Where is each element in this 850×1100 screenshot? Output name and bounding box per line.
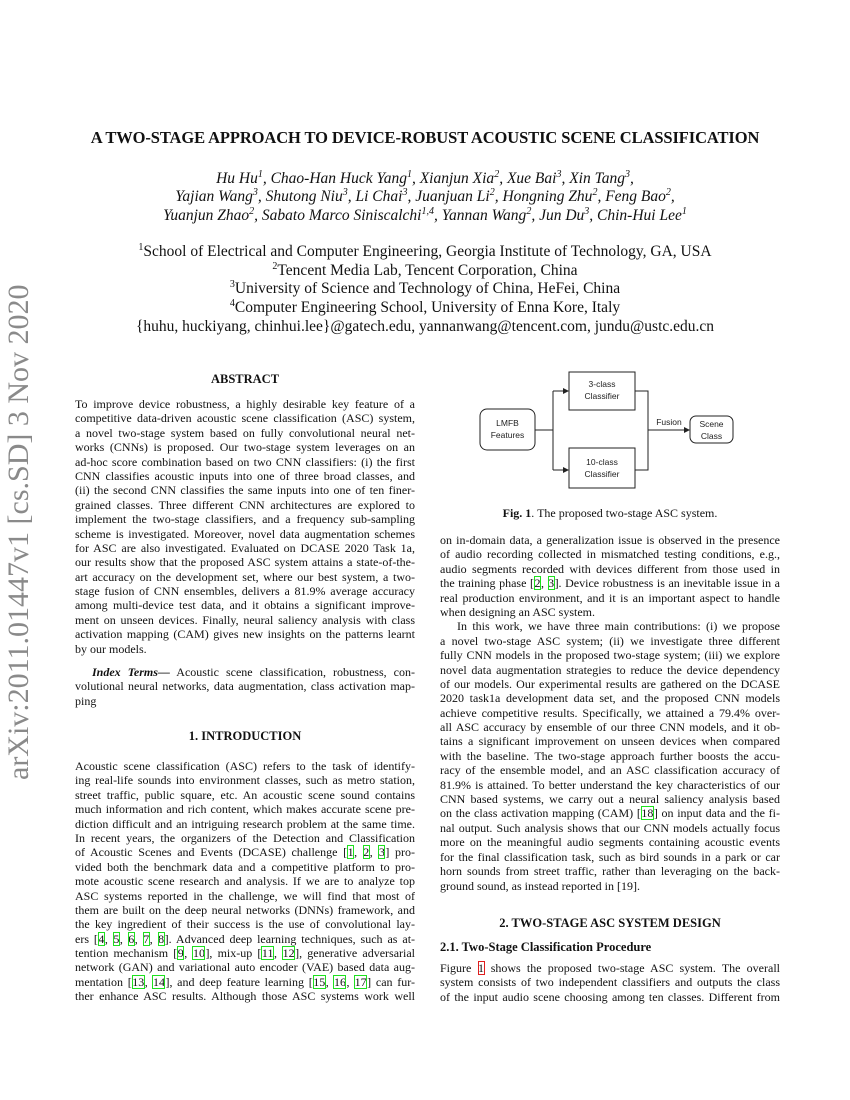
scene-class-box: [690, 416, 733, 443]
text-line: Figure 1 shows the proposed two-stage ASC system. The overall: [440, 961, 780, 975]
text-line: works (CNNs) is proposed. Our two-stage system leverages on an: [75, 440, 415, 455]
author-name: Yuanjun Zhao: [163, 206, 250, 224]
paper-title: A TWO-STAGE APPROACH TO DEVICE-ROBUST ACOUSTIC SCENE CLASSIFICATION: [90, 128, 760, 147]
text-line: novel data augmentation strategies to reduce the device dependency: [440, 662, 780, 677]
box-label: Classifier: [584, 391, 620, 401]
box-label: LMFB: [496, 418, 519, 428]
text-line: street traffic, public square, etc. An acoustic scene sound contains: [75, 787, 415, 802]
section-heading-system-design: 2. TWO-STAGE ASC SYSTEM DESIGN: [499, 916, 721, 930]
citation-link[interactable]: 15: [313, 974, 326, 989]
box-label: Classifier: [584, 469, 620, 479]
citation-link[interactable]: 5: [113, 931, 120, 946]
text-line: on in-domain data, a generalization issue is observed in the presence: [440, 533, 780, 547]
text-line: fully CNN models in the proposed two-stage system; (iii) we explore: [440, 648, 780, 663]
author-name: Li Chai: [355, 188, 403, 206]
author-name: Chao-Han Huck Yang: [270, 170, 407, 187]
affiliation-text: School of Electrical and Computer Engineering, Georgia Institute of Technology, GA, USA: [143, 243, 712, 260]
box-label: 3-class: [588, 379, 616, 389]
text-line: ground sound, as instead reported in [19].: [440, 879, 640, 893]
text-line: nal output. Such analysis shows that our CNN models actually focus: [440, 820, 780, 835]
affiliation-marker: 2: [526, 205, 532, 217]
affiliation-marker: 3: [342, 187, 348, 199]
text-line: competitive data-driven acoustic scene classification (ASC) system,: [75, 411, 415, 426]
text-line: for the final classification task, such as bird sounds in a park or car: [440, 849, 780, 864]
lmfb-features-box: [480, 409, 535, 450]
text-line: for ASC are also investigated. Evaluated on DCASE 2020 Task 1a,: [75, 540, 415, 555]
affiliation: [0, 243, 850, 262]
text-line: the key ingredient of their success is the use of convolutional lay-: [75, 917, 415, 932]
citation-link[interactable]: 8: [158, 931, 165, 946]
caption-label: Fig. 1: [502, 506, 532, 520]
introduction-body: [75, 759, 415, 1004]
affiliation-marker: 1,4: [421, 205, 434, 217]
affiliation-marker: 2: [494, 168, 500, 180]
author-name: Yajian Wang: [175, 188, 253, 206]
author-name: Xin Tang: [569, 170, 626, 187]
text-line: mote acoustic scene research and analysis. If we are to analyze top: [75, 874, 415, 889]
affiliation-marker: 2: [592, 187, 598, 199]
author-name: Xue Bai: [506, 170, 557, 187]
paragraph: [440, 533, 780, 619]
affiliation-text: Computer Engineering School, University of Enna Kore, Italy: [234, 299, 621, 317]
text-line: ad-hoc score combination based on two CNN classifiers: (i) the first: [75, 454, 415, 469]
affiliation-marker: 2: [489, 187, 495, 199]
text-line: of the input audio scene choosing among ten classes. Different from: [440, 989, 780, 1004]
text-line: among multi-device test data, and it obtains a significant improve-: [75, 598, 415, 613]
text-line: stage fusion of CNN ensembles, delivers a 81.9% average accuracy: [75, 584, 415, 599]
author-name: Hu Hu: [216, 170, 258, 187]
box-label: Scene: [699, 419, 724, 429]
text-line: 2020 task1a development data set, and the proposed CNN models: [440, 691, 780, 706]
text-line: ther enhance ASC results. Although those ASC systems work well: [75, 989, 415, 1004]
text-line: more on the meaningful audio segments containing acoustic events: [440, 835, 780, 850]
text-line: when designing an ASC system.: [440, 604, 595, 619]
affiliation-marker: 2: [665, 187, 671, 199]
text-line: In recent years, the organizers of the Detection and Classification: [75, 830, 415, 845]
affiliation: [0, 262, 850, 281]
abstract-body: [75, 397, 415, 656]
affiliation-marker: 3: [584, 205, 590, 217]
author-name: Shutong Niu: [265, 188, 343, 206]
affiliation-text: University of Science and Technology of China, HeFei, China: [234, 280, 621, 298]
three-class-classifier-box: [569, 372, 635, 410]
citation-link[interactable]: 2: [534, 576, 541, 591]
box-label: Features: [490, 430, 525, 440]
author-name: Yannan Wang: [441, 206, 527, 224]
text-line: audio segments recorded with devices different from those used in: [440, 561, 780, 576]
affiliation-number: 1: [138, 241, 144, 253]
abstract-heading: ABSTRACT: [210, 372, 280, 386]
citation-link[interactable]: 10: [192, 946, 205, 961]
affiliation-marker: 1: [406, 168, 412, 180]
text-line: the training phase [2, 3]. Device robustness is an inevitable issue in a: [440, 576, 780, 591]
citation-link[interactable]: 9: [177, 946, 184, 961]
text-line: of audio recording collected in mismatched testing conditions, e.g.,: [440, 547, 780, 562]
affiliation-number: 2: [272, 260, 278, 272]
ten-class-classifier-box: [569, 448, 635, 488]
text-line: tention mechanism [9, 10], mix-up [11, 12], generative adversarial: [75, 946, 416, 961]
affiliation-marker: 2: [249, 205, 255, 217]
box-label: Class: [700, 431, 723, 441]
affiliation-text: Tencent Media Lab, Tencent Corporation, China: [277, 261, 578, 279]
text-line: ment on unseen devices. Finally, neural saliency analysis with class: [75, 612, 415, 627]
author-line: Yuanjun Zhao$^2$, Sabato Marco Siniscalchi$^{1,4}$, Yannan Wang$^2$, Jun Du$^3$, Chin-Hui Lee$^1$: [163, 205, 687, 224]
citation-link[interactable]: 3: [548, 576, 555, 591]
caption-text: . The proposed two-stage ASC system.: [531, 506, 718, 520]
arxiv-watermark[interactable]: arXiv:2011.01447v1 [cs.SD] 3 Nov 2020: [2, 284, 35, 780]
fusion-label: Fusion: [656, 417, 682, 427]
citation-link[interactable]: 18: [641, 806, 654, 821]
index-terms-line: volutional neural networks, data augmentation, class activation map-: [75, 679, 415, 694]
text-line: CNN classifies acoustic inputs into one of three broad classes, and: [75, 468, 415, 483]
text-line: real production environment, and it is an important aspect to handle: [440, 590, 780, 605]
author-name: Chin-Hui Lee: [597, 206, 682, 224]
text-line: CNN based systems, we carry out a neural saliency analysis based: [440, 792, 780, 807]
text-line: horn sounds from street traffic, rather than leveraging on the back-: [440, 863, 780, 878]
affiliation: [0, 299, 850, 318]
citation-link[interactable]: 3: [378, 845, 385, 860]
citation-link[interactable]: 11: [261, 946, 274, 961]
section2-body: [440, 961, 780, 1004]
author-list: [0, 170, 850, 225]
affiliation-number: 4: [229, 297, 235, 309]
index-terms-line: ping: [75, 693, 97, 708]
author-emails: {huhu, huckiyang, chinhui.lee}@gatech.edu, yannanwang@tencent.com, jundu@ustc.edu.cn: [135, 317, 715, 335]
affiliation-marker: 3: [556, 168, 562, 180]
citation-link[interactable]: 12: [282, 946, 295, 961]
figure-reference-link[interactable]: 1: [478, 961, 485, 975]
author-name: Jun Du: [539, 206, 585, 224]
text-line: ing real-life sounds into environment classes, such as metro station,: [75, 773, 415, 788]
affiliation-marker: 1: [681, 205, 687, 217]
text-line: vided both the benchmark data and a competitive platform to pro-: [75, 859, 415, 874]
affiliation-marker: 3: [252, 187, 258, 199]
citation-link[interactable]: 14: [152, 974, 165, 989]
text-line: Acoustic scene classification (ASC) refers to the task of identify-: [75, 759, 415, 773]
citation-link[interactable]: 2: [363, 845, 370, 860]
text-line: mentation [13, 14], and deep feature learning [15, 16, 17] can fur-: [75, 974, 416, 989]
text-line: ers [4, 5, 6, 7, 8]. Advanced deep learning techniques, such as at-: [75, 931, 416, 946]
text-line: a novel two-stage system based on fully convolutional neural net-: [75, 425, 415, 440]
citation-link[interactable]: 13: [132, 974, 145, 989]
text-line: system consists of two independent classifiers and outputs the class: [440, 975, 780, 990]
affiliation-marker: 3: [402, 187, 408, 199]
text-line: a novel two-stage ASC system; (ii) we investigate three different: [440, 633, 780, 648]
text-line: To improve device robustness, a highly desirable key feature of a: [75, 397, 415, 411]
text-line: (ii) the second CNN classifies the same inputs into one of ten finer-: [75, 483, 415, 498]
text-line: activation mapping (CAM) gives new insights on the patterns learnt: [75, 627, 415, 642]
text-line: achieve competitive results. Specifically, we attained a 79.4% over-: [440, 705, 780, 720]
text-line: with the baseline. The two-stage approach further boosts the accu-: [440, 748, 780, 763]
citation-link[interactable]: 1: [347, 845, 354, 860]
index-terms-label: Index Terms—: [92, 665, 170, 679]
affiliation: [0, 280, 850, 299]
affiliation-number: 3: [229, 279, 235, 291]
text-line: our results show that the proposed ASC system attains a state-of-the-: [75, 555, 415, 570]
citation-link[interactable]: 4: [98, 931, 105, 946]
text-line: of our models. Our experimental results are gathered on the DCASE: [440, 676, 780, 691]
text-line: art accuracy on the development set, where our best system, a two-: [75, 569, 415, 584]
author-name: Feng Bao: [605, 188, 666, 206]
text-line: 81.9% is attained. To better understand the key characteristics of our: [440, 777, 780, 792]
author-line: Yajian Wang$^3$, Shutong Niu$^3$, Li Chai$^3$, Juanjuan Li$^2$, Hongning Zhu$^2$, Feng Bao$^2$,: [175, 187, 675, 206]
text-line: In this work, we have three main contributions: (i) we propose: [457, 619, 780, 634]
text-line: scheme is investigated. Moreover, novel data augmentation schemes: [75, 526, 415, 541]
author-name: Xianjun Xia: [419, 170, 495, 187]
citation-link[interactable]: 16: [333, 974, 346, 989]
text-line: implement the two-stage classifiers, and a frequency sub-sampling: [75, 512, 415, 527]
text-line: much information and rich content, which makes accurate scene pre-: [75, 802, 415, 817]
author-name: Hongning Zhu: [502, 188, 593, 206]
affiliation-marker: 3: [625, 168, 631, 180]
index-terms-text: Acoustic scene classification, robustness, con-: [169, 665, 415, 679]
text-line: network (GAN) and variational auto encoder (VAE) based data aug-: [75, 960, 415, 975]
box-label: 10-class: [586, 457, 618, 467]
index-terms: [75, 665, 415, 708]
text-line: on the class activation mapping (CAM) [18] on input data and the fi-: [440, 806, 780, 821]
text-line: ASC systems reported in the challenge, we will find that most of: [75, 888, 415, 903]
figure-1-diagram: [440, 360, 780, 500]
index-terms-line: [75, 665, 415, 679]
text-line: tains a significant improvement on unseen devices when compared: [440, 734, 780, 749]
subsection-heading: 2.1. Two-Stage Classification Procedure: [440, 940, 652, 954]
citation-link[interactable]: 7: [143, 931, 150, 946]
figure-1-caption: [440, 506, 780, 521]
text-line: them are built on the deep neural networks (DNNs) framework, and: [75, 902, 415, 917]
text-line: racy of the ensemble model, and an ASC classification accuracy of: [440, 763, 780, 778]
author-name: Juanjuan Li: [415, 188, 490, 206]
author-line: Hu Hu$^1$, Chao-Han Huck Yang$^1$, Xianjun Xia$^2$, Xue Bai$^3$, Xin Tang$^3$,: [216, 168, 634, 187]
affiliations: [0, 243, 850, 337]
citation-link[interactable]: 6: [128, 931, 135, 946]
text-line: of Acoustic Scenes and Events (DCASE) challenge [1, 2, 3] pro-: [75, 845, 415, 860]
text-line: grained classes. Three different CNN architectures are explored to: [75, 497, 415, 512]
paragraph: [440, 619, 780, 878]
introduction-continued: [440, 533, 780, 878]
text-line: diction difficult and an intriguing research problem at the same time.: [75, 816, 415, 831]
affiliation-marker: 1: [257, 168, 263, 180]
author-name: Sabato Marco Siniscalchi: [261, 206, 422, 224]
text-line: by our models.: [75, 641, 147, 656]
section-heading-introduction: 1. INTRODUCTION: [188, 729, 302, 743]
text-line: all ASC accuracy by ensemble of our three CNN models, and it ob-: [440, 720, 780, 735]
citation-link[interactable]: 17: [354, 974, 367, 989]
